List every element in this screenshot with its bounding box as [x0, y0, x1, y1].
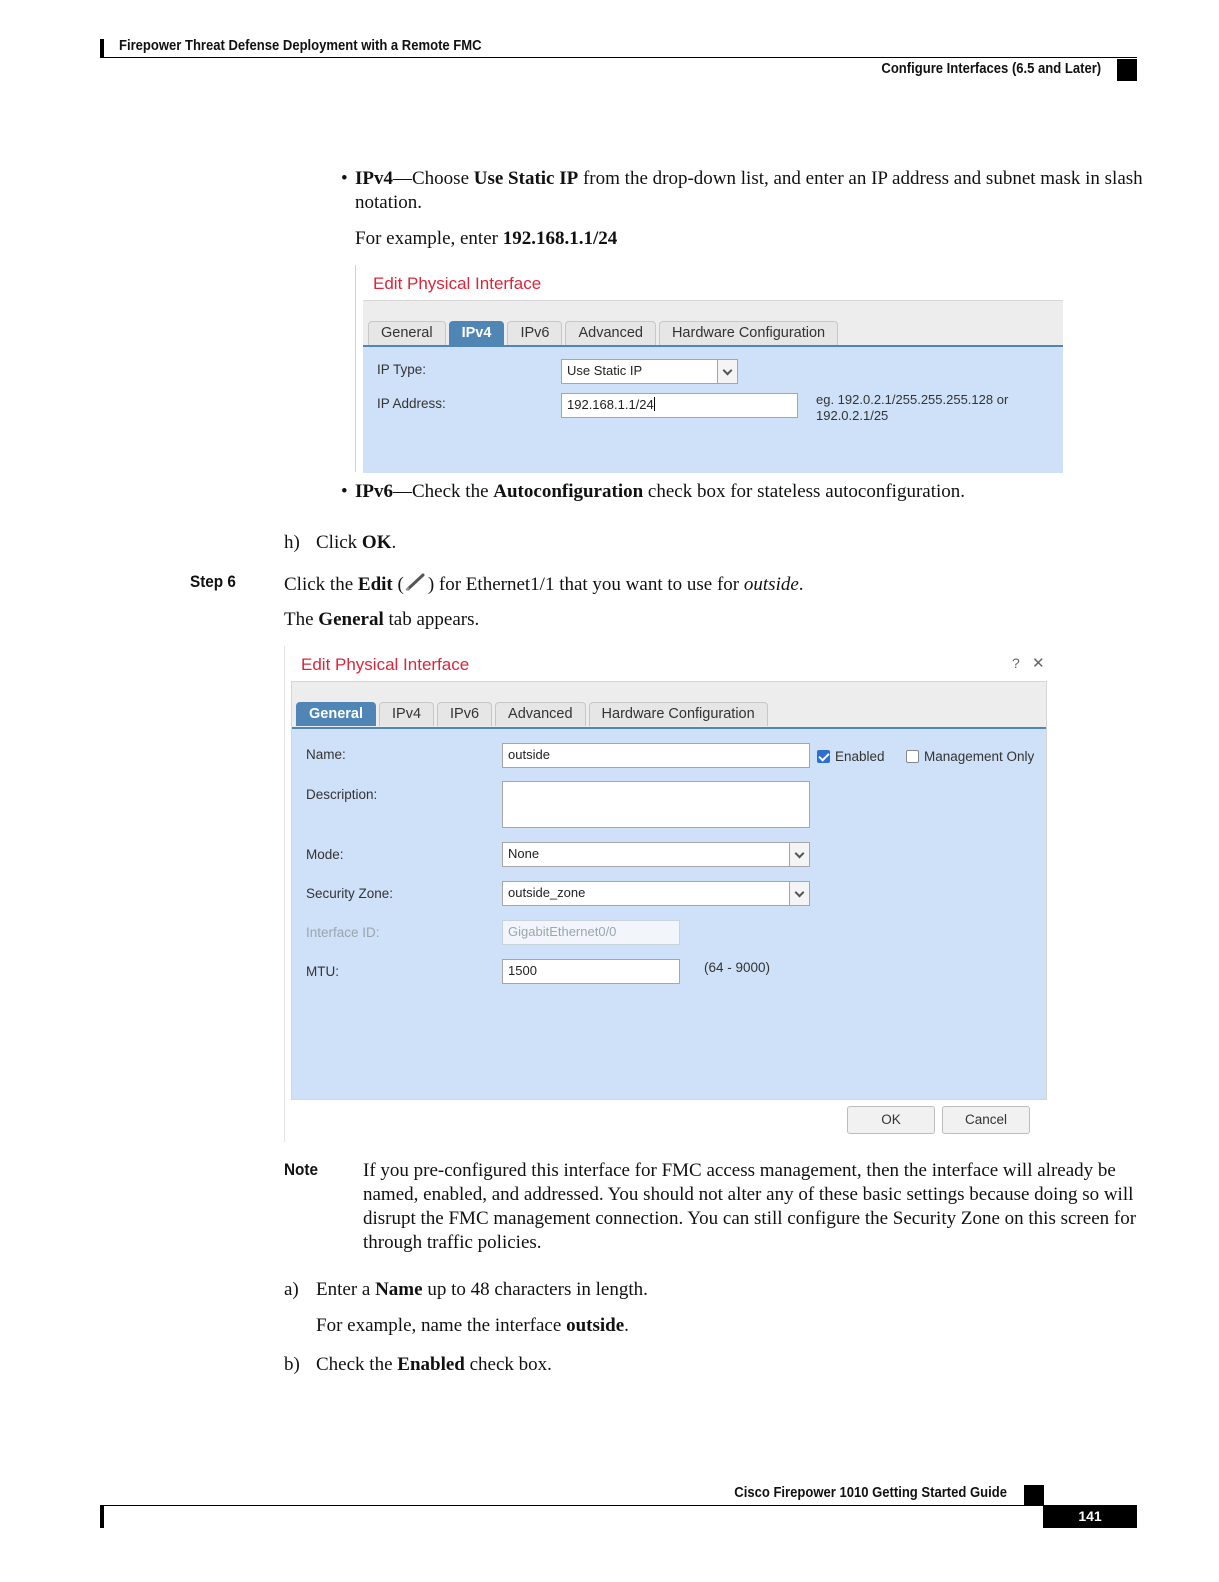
- step-a-marker: a): [284, 1279, 299, 1300]
- general-dialog-title: Edit Physical Interface: [301, 655, 470, 674]
- step-6-text-2: (: [392, 574, 404, 595]
- tab-ipv4[interactable]: IPv4: [449, 321, 505, 345]
- step-6-edit: Edit: [357, 574, 393, 595]
- step-a-text: [316, 1278, 648, 1302]
- enabled-check-icon[interactable]: [817, 750, 830, 763]
- mtu-range: (64 - 9000): [704, 960, 771, 975]
- ip-address-hint: [816, 392, 1008, 424]
- ipv4-bullet-text: [355, 167, 1145, 215]
- step-6-text-1: Click the: [284, 574, 358, 595]
- general-dialog-screenshot: [284, 646, 1046, 1142]
- edit-pencil-icon: [404, 572, 428, 592]
- ipv4-text-2: from the drop-down list, and enter an IP address and subnet mask in slash notation.: [355, 168, 1143, 213]
- tab-general[interactable]: General: [368, 321, 446, 345]
- step-h-ok: OK: [361, 532, 392, 553]
- tab-ipv6[interactable]: IPv6: [507, 321, 562, 345]
- security-zone-value: outside_zone: [508, 885, 586, 900]
- ok-button[interactable]: OK: [847, 1106, 935, 1134]
- note-text: If you pre-configured this interface for FMC access management, then the interface will already be named, enabled, and addressed. You should not alter any of these basic settings because doing so will disrupt the FMC management connection. You can still configure the Security Zone on this screen for through traffic policies.: [363, 1160, 1137, 1253]
- step-a-example-outside: outside: [566, 1315, 625, 1336]
- mtu-input[interactable]: [502, 959, 680, 984]
- mode-value: None: [508, 846, 540, 861]
- mode-select[interactable]: [502, 842, 810, 867]
- header-rule: [100, 57, 1137, 58]
- header-block: [1117, 59, 1137, 81]
- ipv4-dialog-title: Edit Physical Interface: [373, 274, 542, 293]
- chevron-down-icon[interactable]: [789, 843, 809, 866]
- ipv6-text-1: Check the: [412, 481, 494, 502]
- step-b-text-2: check box.: [464, 1354, 552, 1375]
- step-a-name: Name: [375, 1279, 423, 1300]
- mode-label: Mode:: [306, 847, 344, 862]
- ipv6-dash: —: [393, 481, 412, 502]
- step-h-text-2: .: [391, 532, 397, 553]
- ipv4-dialog-body: [363, 300, 1063, 472]
- tab-hardware-configuration[interactable]: Hardware Configuration: [659, 321, 838, 345]
- ipv6-bullet-text: [355, 480, 965, 504]
- step-6-text-3: ) for Ethernet1/1 that you want to use for: [427, 574, 744, 595]
- name-value: outside: [508, 747, 550, 762]
- general-dialog-body: [291, 681, 1047, 1100]
- management-only-label: Management Only: [924, 749, 1035, 764]
- description-textarea[interactable]: [502, 781, 810, 828]
- mtu-label: MTU:: [306, 964, 339, 979]
- ipv4-tab-panel: [363, 345, 1063, 473]
- management-only-check-icon[interactable]: [906, 750, 919, 763]
- step-b-enabled: Enabled: [397, 1354, 465, 1375]
- step-b-text-1: Check the: [316, 1354, 398, 1375]
- ip-address-hint-line1: eg. 192.0.2.1/255.255.255.128 or: [816, 392, 1009, 407]
- header-section-title: Configure Interfaces (6.5 and Later): [881, 61, 1101, 77]
- ip-type-select[interactable]: [561, 359, 738, 384]
- header-bar: [100, 39, 104, 58]
- step-6-label: Step 6: [190, 572, 236, 591]
- chevron-down-icon[interactable]: [789, 882, 809, 905]
- step-a-text-2: up to 48 characters in length.: [422, 1279, 648, 1300]
- page-number: 141: [1043, 1505, 1137, 1528]
- step-h-text-1: Click: [316, 532, 362, 553]
- step-h-marker: h): [284, 532, 300, 553]
- step-b-text: [316, 1353, 552, 1377]
- step-a-example-text-2: .: [624, 1315, 629, 1336]
- tab-ipv6[interactable]: IPv6: [437, 702, 492, 726]
- step-6-general: General: [318, 609, 384, 630]
- step-6-line2-text-2: tab appears.: [383, 609, 480, 630]
- footer-block: [1024, 1485, 1044, 1505]
- ipv6-text-2: check box for stateless autoconfiguration.: [643, 481, 966, 502]
- step-a-text-1: Enter a: [316, 1279, 376, 1300]
- description-label: Description:: [306, 787, 378, 802]
- close-icon[interactable]: ✕: [1032, 655, 1045, 672]
- text-cursor: [654, 397, 655, 411]
- security-zone-select[interactable]: [502, 881, 810, 906]
- general-tab-panel: [292, 727, 1046, 1099]
- step-6-line2-text-1: The: [284, 609, 319, 630]
- step-b-marker: b): [284, 1354, 300, 1375]
- ip-address-hint-line2: 192.0.2.1/25: [816, 408, 889, 423]
- ipv4-dialog-tabs: [368, 321, 841, 345]
- ipv6-autoconfiguration: Autoconfiguration: [493, 481, 644, 502]
- ipv6-bullet-marker: •: [341, 481, 348, 502]
- interface-id-value: GigabitEthernet0/0: [508, 924, 617, 939]
- help-icon[interactable]: ?: [1012, 655, 1020, 671]
- ip-address-input[interactable]: [561, 393, 798, 418]
- ip-type-value: Use Static IP: [567, 363, 643, 378]
- step-6-outside: outside: [743, 574, 799, 595]
- step-6-general-line: [284, 608, 479, 632]
- note-label: Note: [284, 1160, 319, 1179]
- step-6-text: [284, 572, 804, 597]
- enabled-label: Enabled: [835, 749, 885, 764]
- tab-advanced[interactable]: Advanced: [565, 321, 656, 345]
- ip-type-label: IP Type:: [377, 362, 427, 377]
- management-only-checkbox[interactable]: [906, 749, 1034, 764]
- step-a-example-text-1: For example, name the interface: [316, 1315, 567, 1336]
- ipv4-example-prefix: For example, enter: [355, 228, 503, 249]
- ipv4-text-1: Choose: [412, 168, 474, 189]
- step-a-example: [316, 1314, 629, 1338]
- interface-id-label: Interface ID:: [306, 925, 380, 940]
- step-h-text: [316, 531, 396, 555]
- ipv4-bullet-marker: •: [341, 168, 348, 189]
- mtu-value: 1500: [508, 963, 537, 978]
- ipv4-example: [355, 227, 617, 251]
- header-doc-title: Firepower Threat Defense Deployment with a Remote FMC: [119, 38, 482, 54]
- ipv4-label: IPv4: [355, 168, 393, 189]
- ipv4-use-static-ip: Use Static IP: [473, 168, 579, 189]
- name-input[interactable]: [502, 743, 810, 768]
- footer-rule: [100, 1505, 1137, 1506]
- ipv4-example-value: 192.168.1.1/24: [502, 228, 618, 249]
- footer-bar: [100, 1505, 104, 1528]
- tab-general[interactable]: General: [296, 702, 376, 726]
- ipv4-dash: —: [393, 168, 412, 189]
- security-zone-label: Security Zone:: [306, 886, 394, 901]
- tab-ipv4[interactable]: IPv4: [379, 702, 434, 726]
- name-label: Name:: [306, 747, 346, 762]
- ipv6-label: IPv6: [355, 481, 393, 502]
- cancel-button[interactable]: Cancel: [942, 1106, 1030, 1134]
- ip-address-label: IP Address:: [377, 396, 446, 411]
- chevron-down-icon[interactable]: [717, 360, 737, 383]
- general-dialog-tabs: [296, 702, 771, 726]
- enabled-checkbox[interactable]: [817, 749, 885, 764]
- interface-id-input: [502, 920, 680, 945]
- step-6-text-4: .: [798, 574, 804, 595]
- ip-address-value: 192.168.1.1/24: [567, 397, 654, 412]
- tab-hardware-configuration[interactable]: Hardware Configuration: [589, 702, 768, 726]
- footer-guide-title: Cisco Firepower 1010 Getting Started Guide: [734, 1485, 1007, 1501]
- tab-advanced[interactable]: Advanced: [495, 702, 586, 726]
- ipv4-dialog-screenshot: [355, 265, 1062, 472]
